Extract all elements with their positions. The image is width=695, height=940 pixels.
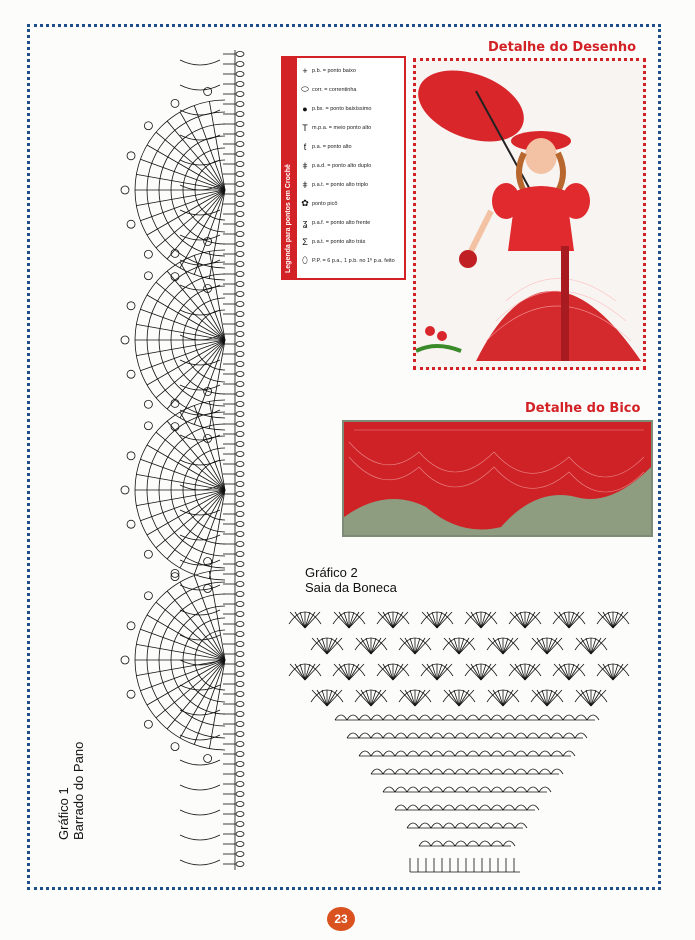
chart1-label (56, 742, 86, 840)
legend-label: p.a.f. = ponto alto frente (312, 219, 371, 226)
legend-label: p.a.t. = ponto alto trás (312, 238, 366, 245)
chart1-subtitle: Barrado do Pano (71, 741, 86, 840)
chart2-title: Gráfico 2 (305, 565, 358, 580)
legend-label: p.a.d. = ponto alto duplo (312, 162, 372, 169)
legend-side-title: Legenda para pontos em Crochê (285, 164, 292, 273)
legend-label: P.P. = 6 p.a., 1 p.b. no 1º p.a. feito (312, 257, 395, 264)
back-post-icon: Ʃ (302, 236, 308, 247)
edge-detail-title: Detalhe do Bico (525, 401, 641, 416)
legend-label: p.a. = ponto alto (312, 143, 352, 150)
treble-icon: ƭ (303, 141, 307, 152)
filled-dot-icon: ● (302, 103, 308, 114)
legend-row (298, 61, 402, 80)
legend-row (298, 251, 402, 270)
legend-row (298, 137, 402, 156)
drawing-detail-title: Detalhe do Desenho (488, 40, 637, 55)
legend-list (298, 61, 402, 270)
legend-label: ponto picô (312, 200, 338, 207)
legend-row (298, 232, 402, 251)
legend-row (298, 213, 402, 232)
doll-illustration (416, 61, 643, 367)
oval-chain-icon: ⬭ (301, 84, 309, 94)
legend-row (298, 118, 402, 137)
doll-drawing-photo (413, 58, 646, 370)
legend-side-band (283, 58, 297, 278)
legend-label: m.p.a. = meio ponto alto (312, 124, 372, 131)
chart1-title: Gráfico 1 (56, 787, 71, 840)
legend-row (298, 194, 402, 213)
stitch-legend (281, 56, 406, 280)
legend-row (298, 99, 402, 118)
legend-row (298, 175, 402, 194)
plus-stitch-icon: + (302, 65, 308, 76)
chart2-label (305, 565, 397, 595)
edge-detail-photo (342, 420, 653, 537)
legend-label: p.bx. = ponto baixíssimo (312, 105, 372, 112)
legend-row (298, 80, 402, 99)
triple-treble-icon: ǂ (302, 179, 308, 190)
popcorn-icon: ⬯ (302, 255, 308, 265)
picot-icon: ✿ (301, 198, 309, 208)
legend-label: p.b. = ponto baixo (312, 67, 356, 74)
chart2-subtitle: Saia da Boneca (305, 580, 397, 595)
crochet-edge-illustration (344, 422, 651, 535)
double-treble-icon: ǂ (302, 160, 308, 171)
page-number-badge: 23 (327, 907, 355, 931)
front-post-icon: ʓ (302, 217, 308, 228)
legend-label: p.a.t. = ponto alto triplo (312, 181, 369, 188)
half-treble-icon: T (302, 122, 308, 133)
chart2-diagram (285, 600, 645, 875)
legend-row (298, 156, 402, 175)
legend-label: corr. = correntinha (312, 86, 357, 93)
